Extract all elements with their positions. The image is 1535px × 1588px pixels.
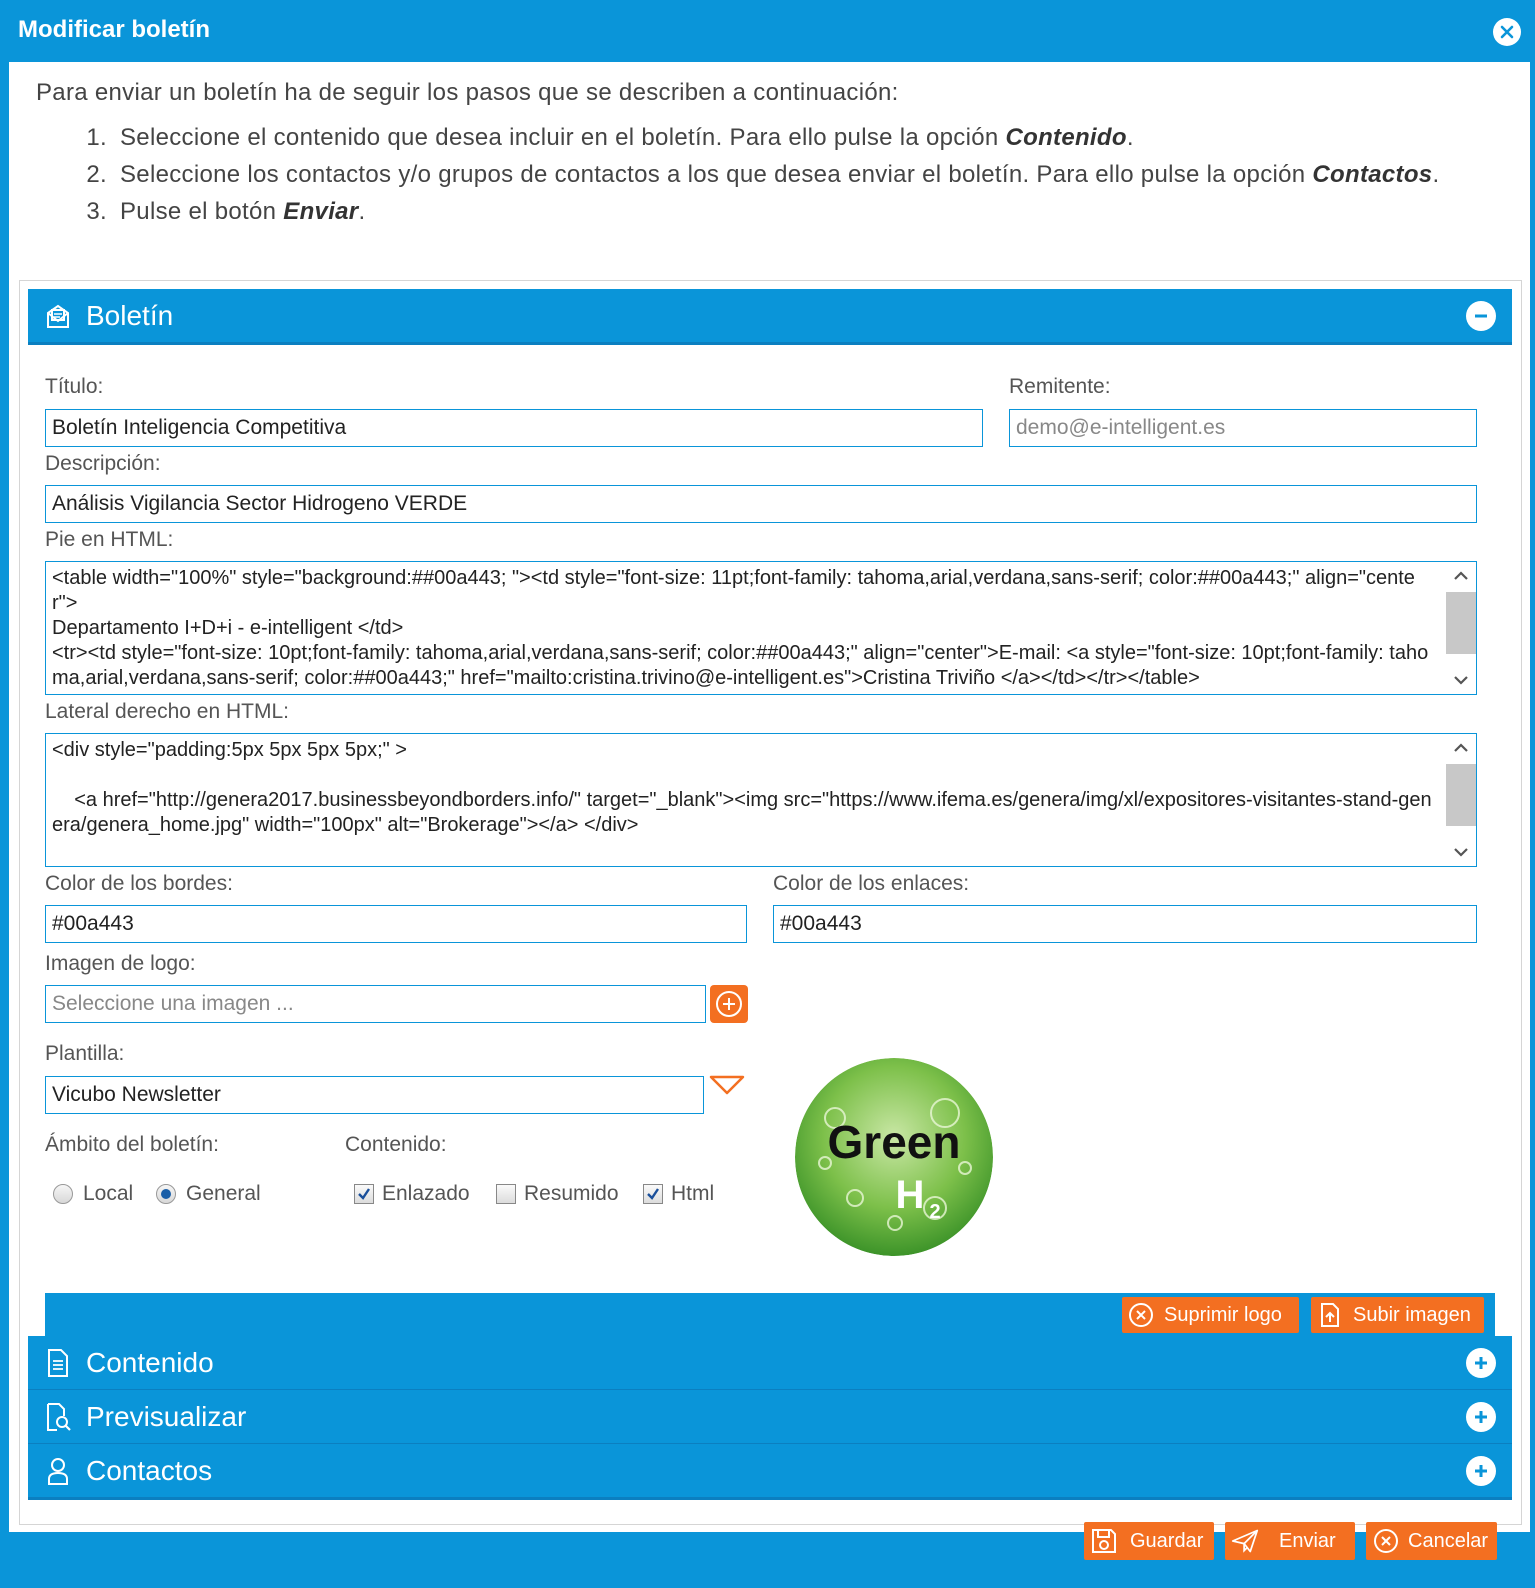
section-boletin-label: Boletín — [86, 299, 174, 331]
cancelar-button[interactable] — [1366, 1522, 1497, 1560]
contenido-label: Contenido: — [345, 1133, 447, 1156]
add-circle-icon — [714, 989, 744, 1019]
dialog-body — [9, 62, 1530, 1532]
dialog-title: Modificar boletín — [18, 16, 210, 43]
pie-html-scrollbar[interactable] — [1446, 562, 1476, 694]
enlazado-checkbox[interactable] — [354, 1182, 470, 1206]
lateral-html-text: <div style="padding:5px 5px 5px 5px;" > <a href="http://genera2017.businessbeyondborders.info/" target="_blank"><img src="https://www.ifema.es/genera/img/xl/expositores-visitantes-stand-genera/genera_home.jpg" width="100px" alt="Brokerage"></a> </div> — [52, 739, 1432, 836]
instructions-steps — [114, 119, 1506, 230]
expand-icon[interactable] — [1466, 1348, 1496, 1378]
scroll-thumb[interactable] — [1446, 592, 1476, 654]
logo-action-bar — [45, 1293, 1495, 1337]
collapse-icon[interactable] — [1466, 301, 1496, 331]
guardar-button[interactable] — [1084, 1522, 1214, 1560]
section-contenido-label: Contenido — [86, 1346, 214, 1378]
section-previsualizar-label: Previsualizar — [86, 1400, 247, 1432]
section-contactos-header[interactable] — [28, 1444, 1512, 1500]
remove-circle-icon — [1128, 1302, 1154, 1328]
remitente-label: Remitente: — [1009, 375, 1111, 398]
step-3: 3. Pulse el botón Enviar. — [114, 193, 1506, 230]
document-icon — [44, 1348, 72, 1378]
titulo-input[interactable]: Boletín Inteligencia Competitiva — [45, 409, 983, 447]
scroll-down-icon[interactable] — [1446, 838, 1476, 866]
step-2: 2. Seleccione los contactos y/o grupos de contactos a los que desea enviar el boletín. Para ello pulse la opción Contactos. — [114, 156, 1506, 193]
radio-general[interactable] — [156, 1184, 176, 1204]
resumido-checkbox[interactable] — [496, 1182, 619, 1206]
scroll-up-icon[interactable] — [1446, 562, 1476, 590]
logo-text-subscript: 2 — [929, 1201, 941, 1223]
section-contenido-header[interactable] — [28, 1336, 1512, 1392]
plantilla-dropdown-icon[interactable] — [709, 1074, 745, 1098]
ambito-general-radio[interactable] — [156, 1182, 261, 1206]
logo-input[interactable]: Seleccione una imagen ... — [45, 985, 706, 1023]
step-1: 1. Seleccione el contenido que desea incluir en el boletín. Para ello pulse la opción Contenido. — [114, 119, 1506, 156]
ambito-local-radio[interactable] — [53, 1182, 133, 1206]
close-icon — [1497, 22, 1517, 42]
logo-text-main: Green — [827, 1116, 961, 1168]
enviar-label: Enviar — [1279, 1529, 1336, 1552]
suprimir-logo-button[interactable] — [1122, 1297, 1299, 1333]
add-image-button[interactable] — [710, 985, 748, 1023]
send-plane-icon — [1231, 1527, 1259, 1555]
check-html[interactable] — [643, 1184, 663, 1204]
cancel-circle-icon — [1372, 1527, 1400, 1555]
instructions — [36, 74, 1506, 230]
descripcion-input[interactable]: Análisis Vigilancia Sector Hidrogeno VERDE — [45, 485, 1477, 523]
logo-preview-image — [795, 1058, 993, 1256]
pie-html-label: Pie en HTML: — [45, 528, 174, 551]
user-icon — [44, 1456, 72, 1486]
lateral-html-label: Lateral derecho en HTML: — [45, 700, 289, 723]
enviar-button[interactable] — [1225, 1522, 1355, 1560]
lateral-html-scrollbar[interactable] — [1446, 734, 1476, 866]
pie-html-text: <table width="100%" style="background:##00a443; "><td style="font-size: 11pt;font-family: tahoma,arial,verdana,sans-serif; color:##00a443;" align="center"> Departamento I+D+i - e-intelligent </td> <tr><td style="font-size: 10pt;font-family: tahoma,arial,verdana,sans-serif; color:##00a443;" align="center">E-mail: <a style="font-size: 10pt;font-family: tahoma,arial,verdana,sans-serif; color:##00a443;" href="mailto:cristina.trivino@e-intelligent.es">Cristina Triviño </a></td></tr></table> — [52, 567, 1429, 689]
check-enlazado-label: Enlazado — [382, 1182, 470, 1205]
section-previsualizar-header[interactable] — [28, 1390, 1512, 1446]
logo-label: Imagen de logo: — [45, 952, 196, 975]
scroll-up-icon[interactable] — [1446, 734, 1476, 762]
instructions-text: Para enviar un boletín ha de seguir los pasos que se describen a continuación: — [36, 79, 899, 106]
upload-file-icon — [1317, 1302, 1343, 1328]
lateral-html-textarea[interactable] — [45, 733, 1477, 867]
color-enlaces-input[interactable]: #00a443 — [773, 905, 1477, 943]
guardar-label: Guardar — [1130, 1529, 1204, 1552]
section-contactos-label: Contactos — [86, 1454, 213, 1486]
titulo-label: Título: — [45, 375, 104, 398]
cancelar-label: Cancelar — [1408, 1529, 1489, 1552]
section-boletin-header[interactable] — [28, 289, 1512, 345]
remitente-input[interactable]: demo@e-intelligent.es — [1009, 409, 1477, 447]
radio-general-label: General — [186, 1182, 261, 1205]
scroll-thumb[interactable] — [1446, 764, 1476, 826]
expand-icon[interactable] — [1466, 1456, 1496, 1486]
check-enlazado[interactable] — [354, 1184, 374, 1204]
radio-local-label: Local — [83, 1182, 134, 1205]
newsletter-icon — [44, 301, 72, 331]
logo-text-sub: H — [895, 1173, 925, 1217]
radio-local[interactable] — [53, 1184, 73, 1204]
check-resumido-label: Resumido — [524, 1182, 619, 1205]
plantilla-label: Plantilla: — [45, 1042, 125, 1065]
pie-html-textarea[interactable] — [45, 561, 1477, 695]
suprimir-logo-label: Suprimir logo — [1164, 1303, 1282, 1326]
color-bordes-input[interactable]: #00a443 — [45, 905, 747, 943]
dialog-titlebar — [0, 0, 1535, 62]
expand-icon[interactable] — [1466, 1402, 1496, 1432]
preview-document-icon — [44, 1402, 72, 1432]
color-enlaces-label: Color de los enlaces: — [773, 872, 970, 895]
close-button[interactable] — [1493, 18, 1521, 46]
color-bordes-label: Color de los bordes: — [45, 872, 233, 895]
scroll-down-icon[interactable] — [1446, 666, 1476, 694]
ambito-label: Ámbito del boletín: — [45, 1133, 219, 1156]
check-html-label: Html — [671, 1182, 715, 1205]
save-icon — [1090, 1527, 1118, 1555]
plantilla-select[interactable]: Vicubo Newsletter — [45, 1076, 704, 1114]
descripcion-label: Descripción: — [45, 452, 161, 475]
check-resumido[interactable] — [496, 1184, 516, 1204]
subir-imagen-label: Subir imagen — [1353, 1303, 1471, 1326]
html-checkbox[interactable] — [643, 1182, 714, 1206]
subir-imagen-button[interactable] — [1311, 1297, 1484, 1333]
